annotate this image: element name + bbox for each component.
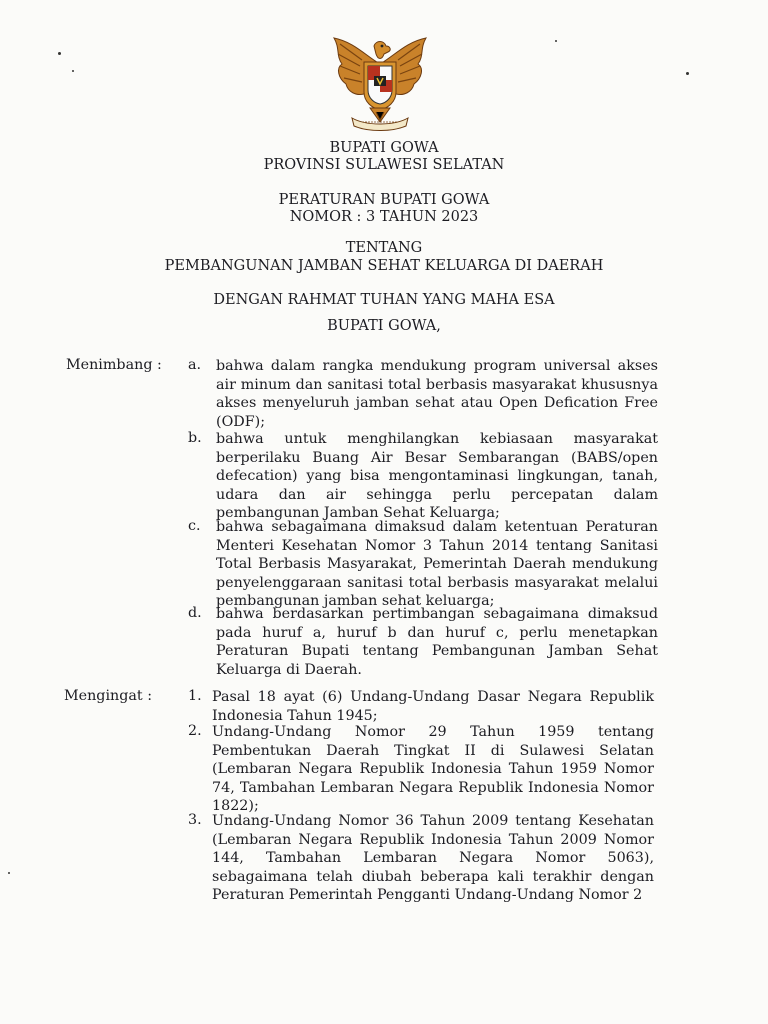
signatory-heading: BUPATI GOWA, [327, 318, 441, 334]
mengingat-item-2: Undang-Undang Nomor 29 Tahun 1959 tentang Pembentukan Daerah Tingkat II di Sulawesi Selatan (Lembaran Negara Republik Indonesia Tahun 1959 Nomor 74, Tambahan Lembaran Negara Republik Indonesia Nomor 1822); [212, 724, 654, 815]
menimbang-item-c: bahwa sebagaimana dimaksud dalam ketentuan Peraturan Menteri Kesehatan Nomor 3 Tahun 2014 tentang Sanitasi Total Berbasis Masyarakat, Pemerintah Daerah mendukung penyelenggaraan sanitasi total berbasis masyarakat melalui pembangunan jamban sehat keluarga; [216, 519, 658, 610]
preamble: DENGAN RAHMAT TUHAN YANG MAHA ESA [213, 292, 555, 308]
mengingat-marker-2: 2. [188, 723, 202, 739]
menimbang-marker-c: c. [188, 518, 201, 534]
menimbang-marker-d: d. [188, 605, 202, 621]
mengingat-marker-3: 3. [188, 812, 202, 828]
authority-title: BUPATI GOWA [329, 140, 439, 156]
mengingat-label: Mengingat : [64, 688, 153, 704]
scan-speck [72, 70, 74, 72]
mengingat-item-3: Undang-Undang Nomor 36 Tahun 2009 tentang Kesehatan (Lembaran Negara Republik Indonesia Tahun 2009 Nomor 144, Tambahan Lembaran Negara Nomor 5063), sebagaimana telah diubah beberapa kali terakhir dengan Peraturan Pemerintah Pengganti Undang-Undang Nomor 2 [212, 813, 654, 904]
garuda-emblem [326, 34, 434, 132]
province-title: PROVINSI SULAWESI SELATAN [263, 157, 505, 173]
scan-speck [8, 872, 10, 874]
regulation-type: PERATURAN BUPATI GOWA [278, 192, 490, 208]
scan-speck [686, 72, 689, 75]
scan-speck [555, 40, 557, 42]
mengingat-marker-1: 1. [188, 688, 202, 704]
about-heading: TENTANG [345, 240, 423, 256]
regulation-subject: PEMBANGUNAN JAMBAN SEHAT KELUARGA DI DAERAH [164, 258, 604, 274]
menimbang-label: Menimbang : [66, 357, 162, 373]
menimbang-item-a: bahwa dalam rangka mendukung program universal akses air minum dan sanitasi total berbasis masyarakat khususnya akses menyeluruh jamban sehat atau Open Defication Free (ODF); [216, 358, 658, 430]
scan-speck [58, 52, 61, 55]
menimbang-item-d: bahwa berdasarkan pertimbangan sebagaimana dimaksud pada huruf a, huruf b dan huruf c, perlu menetapkan Peraturan Bupati tentang Pembangunan Jamban Sehat Keluarga di Daerah. [216, 606, 658, 678]
menimbang-marker-b: b. [188, 430, 202, 446]
menimbang-item-b: bahwa untuk menghilangkan kebiasaan masyarakat berperilaku Buang Air Besar Sembarangan (BABS/open defecation) yang bisa mengontaminasi lingkungan, tanah, udara dan air sehingga perlu percepatan dalam pembangunan Jamban Sehat Keluarga; [216, 431, 658, 522]
mengingat-item-1: Pasal 18 ayat (6) Undang-Undang Dasar Negara Republik Indonesia Tahun 1945; [212, 689, 654, 724]
menimbang-marker-a: a. [188, 357, 202, 373]
regulation-number: NOMOR : 3 TAHUN 2023 [289, 209, 479, 225]
